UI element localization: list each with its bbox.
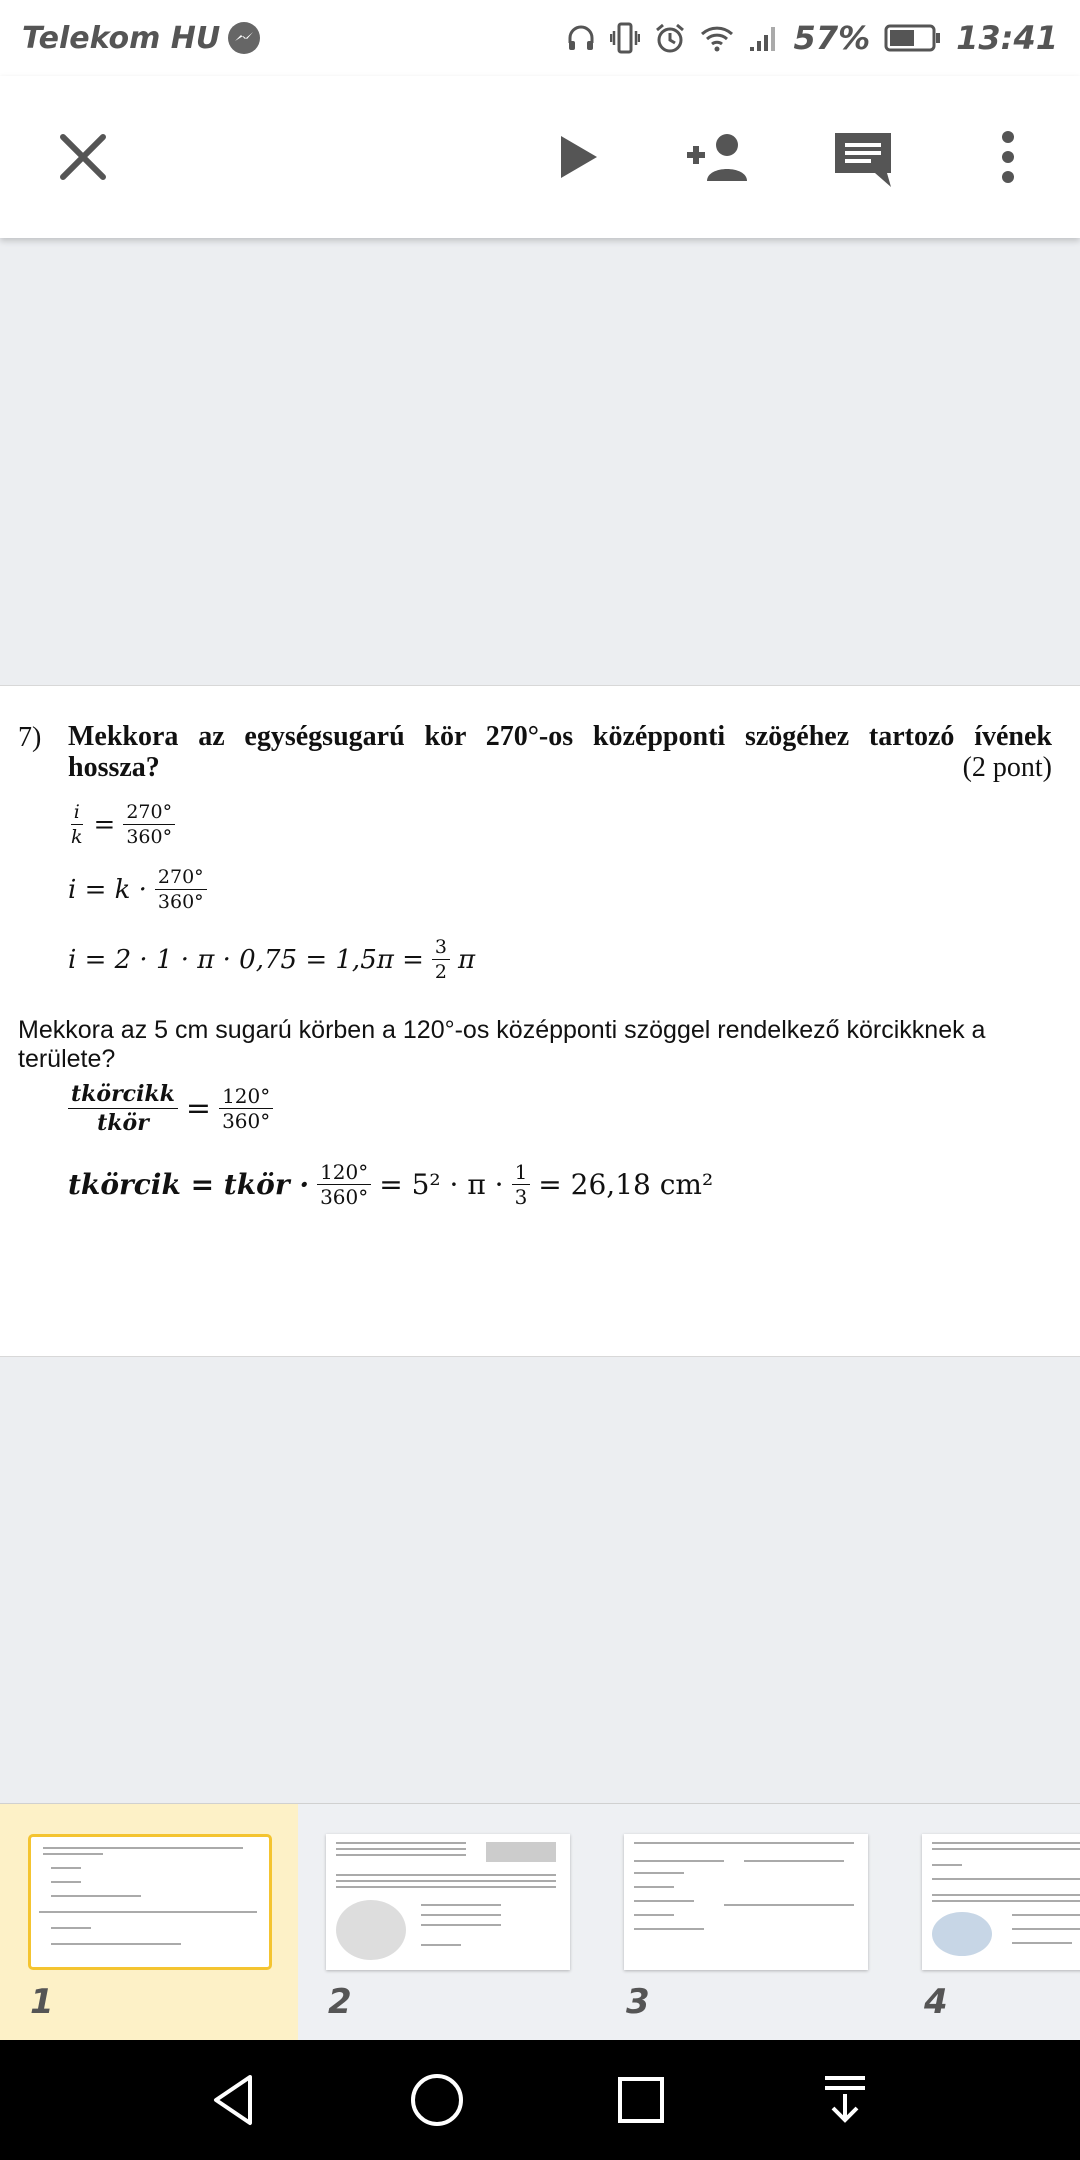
- thumbnail-page-2[interactable]: [298, 1804, 596, 2041]
- equals-sign: =: [185, 1091, 212, 1126]
- play-icon[interactable]: [534, 112, 624, 202]
- numerator: 270°: [123, 801, 175, 825]
- question-text-continued: hossza?: [68, 752, 160, 783]
- fraction: [155, 866, 207, 913]
- home-icon[interactable]: [387, 2050, 487, 2150]
- document-page[interactable]: [0, 685, 1080, 1357]
- fraction: [317, 1161, 371, 1208]
- more-vert-icon[interactable]: [963, 112, 1053, 202]
- equation-2: [68, 866, 207, 913]
- thumbnail-label: 1: [30, 1982, 54, 2022]
- equation-mid: = 5² · π ·: [379, 1168, 504, 1201]
- battery-percent: 57%: [793, 19, 871, 57]
- question-2-text: Mekkora az 5 cm sugarú körben a 120°-os középponti szöggel rendelkező körcikknek a területe?: [18, 1016, 986, 1073]
- denominator: 360°: [222, 1109, 271, 1133]
- equals-sign: =: [93, 809, 116, 840]
- signal-icon: [748, 23, 780, 53]
- equation-text: tkörcik = tkör ·: [68, 1168, 310, 1201]
- status-icons: [566, 19, 1058, 57]
- question-number: 7): [18, 722, 42, 753]
- back-icon[interactable]: [183, 2050, 283, 2150]
- thumbnail-page-4[interactable]: [894, 1804, 1080, 2041]
- thumbnail-preview: [326, 1834, 570, 1970]
- thumbnail-preview: [922, 1834, 1080, 1970]
- comment-icon[interactable]: [818, 114, 908, 204]
- numerator: 3: [432, 936, 450, 960]
- equation-text: i = k ·: [68, 874, 147, 905]
- equation-3: [68, 936, 475, 983]
- fraction: [68, 1081, 178, 1136]
- fraction: [432, 936, 450, 983]
- equation-text: i = 2 · 1 · π · 0,75 = 1,5π =: [68, 944, 424, 975]
- clock: 13:41: [956, 19, 1058, 57]
- equation-tail: π: [457, 944, 476, 975]
- thumbnail-preview: [624, 1834, 868, 1970]
- denominator: 360°: [320, 1185, 369, 1209]
- fraction: [219, 1085, 273, 1132]
- equation-1: [68, 801, 175, 848]
- page-thumbnail-strip[interactable]: [0, 1803, 1080, 2040]
- equation-5: [68, 1161, 713, 1208]
- thumbnail-page-1[interactable]: [0, 1804, 298, 2041]
- equation-4: [68, 1081, 273, 1136]
- recents-icon[interactable]: [591, 2050, 691, 2150]
- denominator: k: [71, 826, 83, 848]
- numerator: 120°: [317, 1161, 371, 1185]
- thumbnail-label: 2: [328, 1982, 352, 2022]
- carrier: [22, 21, 260, 56]
- fraction: [123, 801, 175, 848]
- alarm-icon: [654, 22, 686, 54]
- denominator: 360°: [157, 891, 204, 913]
- battery-icon: [884, 23, 942, 53]
- notification-pull-icon[interactable]: [795, 2050, 895, 2150]
- fraction: [68, 801, 86, 848]
- fraction: [512, 1161, 531, 1208]
- system-nav-bar: [0, 2040, 1080, 2160]
- points-label: (2 pont): [962, 752, 1052, 783]
- numerator: 270°: [155, 866, 207, 890]
- numerator: tkörcikk: [68, 1081, 178, 1109]
- close-icon[interactable]: [38, 112, 128, 202]
- thumbnail-label: 3: [626, 1982, 650, 2022]
- numerator: 1: [512, 1161, 531, 1185]
- question-text: Mekkora az egységsugarú kör 270°-os középponti szögéhez tartozó ívének: [68, 721, 1052, 752]
- denominator: tkör: [97, 1110, 149, 1136]
- thumbnail-page-3[interactable]: [596, 1804, 894, 2041]
- app-toolbar: [0, 76, 1080, 238]
- denominator: 3: [514, 1185, 528, 1209]
- carrier-name: Telekom HU: [22, 20, 221, 56]
- wifi-icon: [700, 24, 734, 52]
- numerator: 120°: [219, 1085, 273, 1109]
- thumbnail-label: 4: [924, 1982, 948, 2022]
- status-bar: [0, 0, 1080, 76]
- add-person-icon[interactable]: [673, 112, 763, 202]
- denominator: 360°: [126, 826, 173, 848]
- vibrate-icon: [610, 21, 640, 55]
- denominator: 2: [434, 961, 447, 983]
- messenger-icon: [228, 22, 260, 54]
- numerator: i: [71, 801, 83, 825]
- thumbnail-preview: [28, 1834, 272, 1970]
- equation-tail: = 26,18 cm²: [538, 1168, 714, 1201]
- headphones-icon: [566, 23, 596, 53]
